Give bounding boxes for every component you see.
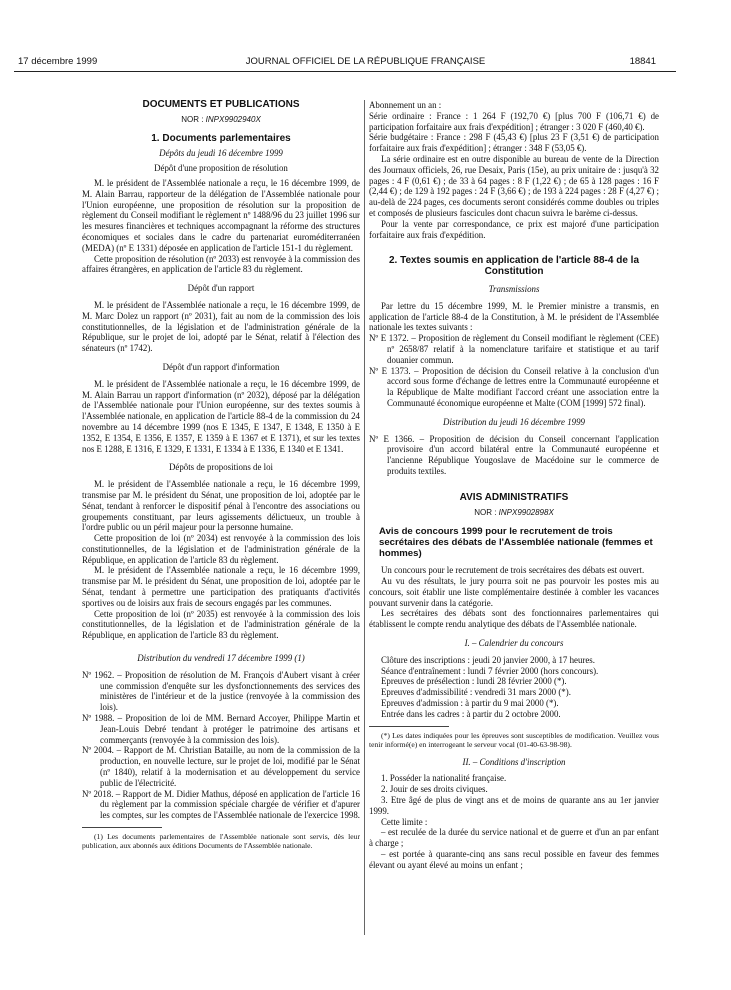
condition-subitem: – est reculée de la durée du service national et de guerre et d'un an par enfant à charge ; [369,827,659,849]
list-item: Nº 2018. – Rapport de M. Didier Mathus, déposé en application de l'article 16 du règlement par la commission spéciale chargée de vérifier et d'apurer les comptes, sur les comptes de l'Assemblée nationale de l'exercice 1998. [82,788,360,821]
list-item: Nº 1988. – Proposition de loi de MM. Bernard Accoyer, Philippe Martin et Jean-Louis Debré tendant à protéger le patrimoine des artisans et commerçants (renvoyée à la commission des lois). [82,713,360,745]
paragraph: M. le président de l'Assemblée nationale a reçu, le 16 décembre 1999, de M. Marc Dolez un rapport (nº 2031), fait au nom de la commission des lois constitutionnelles, de la législation et de l'administration générale de la République, sur le projet de loi, adopté par le Sénat, relatif à l'élection des sénateurs (nº 1742). [82,299,360,354]
header-page-number: 18841 [629,56,656,67]
paragraph: Pour la vente par correspondance, ce prix est majoré d'une participation forfaitaire aux frais d'expédition. [369,218,659,240]
paragraph: Cette proposition de loi (nº 2035) est renvoyée à la commission des lois constitutionnelles, de la législation et de l'administration générale de la République, en application de l'article 83 du règlement. [82,608,360,641]
header-date: 17 décembre 1999 [18,56,98,67]
calendar-note: (*) Les dates indiquées pour les épreuves sont susceptibles de modification. Veuillez vous tenir informé(e) en interrogeant le serveur vocal (01-40-63-98-98). [369,730,659,749]
page-header [0,56,731,70]
left-column [82,100,360,850]
list-item: Nº 2004. – Rapport de M. Christian Bataille, au nom de la commission de la production, en nouvelle lecture, sur le projet de loi, modifié par le Sénat (nº 1840), relatif à la modernisation et au développement du service public de l'électricité. [82,745,360,788]
subsection-title-documents-parlementaires: 1. Documents parlementaires [151,132,291,144]
subsection-title-textes-soumis: 2. Textes soumis en application de l'article 88-4 de la Constitution [388,255,640,278]
concours-title: Avis de concours 1999 pour le recrutement de trois secrétaires des débats de l'Assemblée nationale (femmes et hommes) [379,526,653,560]
condition-item: 1. Posséder la nationalité française. [381,773,507,784]
section-title-avis: AVIS ADMINISTRATIFS [459,491,569,503]
list-item: Nº E 1366. – Proposition de décision du Conseil concernant l'application provisoire d'un accord bilatéral entre la Communauté européenne et l'ancienne République Yougoslave de Macédoine sur le commerce de produits textiles. [369,433,659,476]
paragraph: M. le président de l'Assemblée nationale a reçu, le 16 décembre 1999, de M. Alain Barrau un rapport d'information (nº 2032), déposé par la délégation de l'Assemblée nationale pour l'Union européenne, sur des textes soumis à l'Assemblée nationale, en application de l'article 88-4 de la commission du 24 novembre au 14 décembre 1999 (nos E 1345, E 1347, E 1348, E 1350 à E 1352, E 1354, E 1356, E 1357, E 1359 à E 1367 et E 1371), et sur les textes nos E 1288, E 1316, E 1329, E 1331, E 1334 à E 1336, E 1340 et E 1341. [82,378,360,454]
header-rule [14,71,676,72]
condition-item: 2. Jouir de ses droits civiques. [381,784,488,795]
subscription-intro: Abonnement un an : [369,100,442,110]
paragraph: Par lettre du 15 décembre 1999, M. le Premier ministre a transmis, en application de l'article 88-4 de la Constitution, à M. le président de l'Assemblée nationale les textes suivants : [369,300,659,333]
nor-label: NOR : [181,114,206,124]
subscription-budget: Série budgétaire : France : 298 F (45,43 €) [plus 23 F (3,51 €) de participation forfaitaire aux frais d'expédition] ; étranger : 348 F (53,05 €). [369,132,659,154]
calendar-item: Epreuves d'admission : à partir du 9 mai 2000 (*). [381,698,559,709]
footnote-rule [82,827,162,828]
heading-rapport-information: Dépôt d'un rapport d'information [162,361,280,372]
section-title-documents: DOCUMENTS ET PUBLICATIONS [142,99,300,110]
nor-code: INPX9902898X [498,507,554,517]
heading-propositions-loi: Dépôts de propositions de loi [168,462,274,473]
paragraph: M. le président de l'Assemblée nationale a reçu, le 16 décembre 1999, transmise par M. le président du Sénat, une proposition de loi, adoptée par le Sénat, tendant à renforcer le dispositif pénal à l'encontre des associations ou groupements constituant, par leurs agissements délictueux, un trouble à l'ordre public ou un péril majeur pour la personne humaine. [82,479,360,533]
footnote: (1) Les documents parlementaires de l'Assemblée nationale sont servis, dès leur publication, aux abonnés aux éditions Documents de l'Assemblée nationale. [82,832,360,851]
heading-rapport: Dépôt d'un rapport [187,283,255,294]
nor-reference [82,115,360,126]
paragraph: Au vu des résultats, le jury pourra soit ne pas pourvoir les postes mis au concours, soit établir une liste complémentaire destinée à combler les vacances pouvant survenir dans la catégorie. [369,576,659,608]
paragraph: Cette proposition de loi (nº 2034) est renvoyée à la commission des lois constitutionnelles, de la législation et de l'administration générale de la République, en application de l'article 83 du règlement. [82,533,360,565]
list-item: Nº E 1373. – Proposition de décision du Conseil relative à la conclusion d'un accord sous forme d'échange de lettres entre la Communauté européenne et la République de Malte modifiant l'accord créant une association entre la Communauté économique européenne et Malte (COM [1999] 572 final). [369,365,659,408]
paragraph: La série ordinaire est en outre disponible au bureau de vente de la Direction des Journaux officiels, 26, rue Desaix, Paris (15e), au prix unitaire de : jusqu'à 32 pages : 4 F (0,61 €) ; de 33 à 64 pages : 8 F (1,22 €) ; de 65 à 128 pages : 16 F (2,44 €) ; de 129 à 192 pages : 24 F (3,66 €) ; de 193 à 224 pages : 28 F (4,27 €) ; au-delà de 224 pages, ces documents seront considérés comme doubles ou triples et composés de plusieurs fascicules dont chacun suivra le barème ci-dessus. [369,153,659,218]
nor-code: INPX9902940X [205,114,261,124]
deposits-date: Dépôts du jeudi 16 décembre 1999 [159,148,283,159]
subscription-ordinary: Série ordinaire : France : 1 264 F (192,70 €) [plus 700 F (106,71 €) de participation forfaitaire aux frais d'expédition] ; étranger : 3 020 F (460,40 €). [369,110,659,132]
calendar-item: Clôture des inscriptions : jeudi 20 janvier 2000, à 17 heures. [381,654,595,665]
paragraph: Les secrétaires des débats sont des fonctionnaires parlementaires qui établissent le compte rendu analytique des débats de l'Assemblée nationale. [369,608,659,630]
column-divider [364,100,365,935]
footnote-rule [369,726,449,727]
list-item: Nº 1962. – Proposition de résolution de M. François d'Aubert visant à créer une commission d'enquête sur les dysfonctionnements des services des ministères de l'intérieur et de la justice (renvoyée à la commission des lois). [82,669,360,713]
condition-item: 3. Etre âgé de plus de vingt ans et de moins de quarante ans au 1er janvier 1999. [369,795,659,816]
right-column [369,100,659,871]
calendar-item: Séance d'entraînement : lundi 7 février 2000 (hors concours). [381,665,599,676]
calendar-item: Epreuves d'admissibilité : vendredi 31 mars 2000 (*). [381,687,571,698]
calendar-heading: I. – Calendrier du concours [464,638,564,649]
condition-limit: Cette limite : [381,816,428,827]
transmissions-heading: Transmissions [488,283,540,294]
paragraph: M. le président de l'Assemblée nationale a reçu, le 16 décembre 1999, de M. Alain Barrau, rapporteur de la délégation de l'Assemblée nationale pour l'Union européenne, une proposition de résolution sur la proposition de règlement du Conseil modifiant le règlement nº 1488/96 du 23 juillet 1996 sur les mesures financières et techniques accompagnant la réforme des structures économiques et sociales dans le cadre du partenariat euroméditerranéen (MEDA) (nº E 1331) déposée en application de l'article 151-1 du règlement. [82,177,360,253]
calendar-item: Entrée dans les cadres : à partir du 2 octobre 2000. [381,708,561,719]
paragraph: Un concours pour le recrutement de trois secrétaires des débats est ouvert. [381,565,645,576]
nor-label: NOR : [474,507,499,517]
distribution-heading: Distribution du jeudi 16 décembre 1999 [443,416,585,427]
condition-subitem: – est portée à quarante-cinq ans sans recul possible en faveur des femmes élevant ou ayant élevé au moins un enfant ; [369,849,659,870]
conditions-heading: II. – Conditions d'inscription [462,756,566,767]
distribution-heading: Distribution du vendredi 17 décembre 1999 (1) [137,653,305,664]
heading-resolution: Dépôt d'une proposition de résolution [154,163,288,174]
paragraph: Cette proposition de résolution (nº 2033) est renvoyée à la commission des affaires étrangères, en application de l'article 83 du règlement. [82,253,360,275]
nor-reference [369,508,659,519]
paragraph: M. le président de l'Assemblée nationale a reçu, le 16 décembre 1999, transmise par M. le président du Sénat, une proposition de loi, adoptée par le Sénat, tendant à permettre une participation des pratiquants d'activités sportives ou de loisirs aux frais de secours engagés par les communes. [82,565,360,608]
calendar-item: Epreuves de présélection : lundi 28 février 2000 (*). [381,676,567,687]
header-journal-title: JOURNAL OFFICIEL DE LA RÉPUBLIQUE FRANÇAISE [245,56,486,67]
list-item: Nº E 1372. – Proposition de règlement du Conseil modifiant le règlement (CEE) nº 2658/87 relatif à la nomenclature tarifaire et statistique et au tarif douanier commun. [369,333,659,365]
